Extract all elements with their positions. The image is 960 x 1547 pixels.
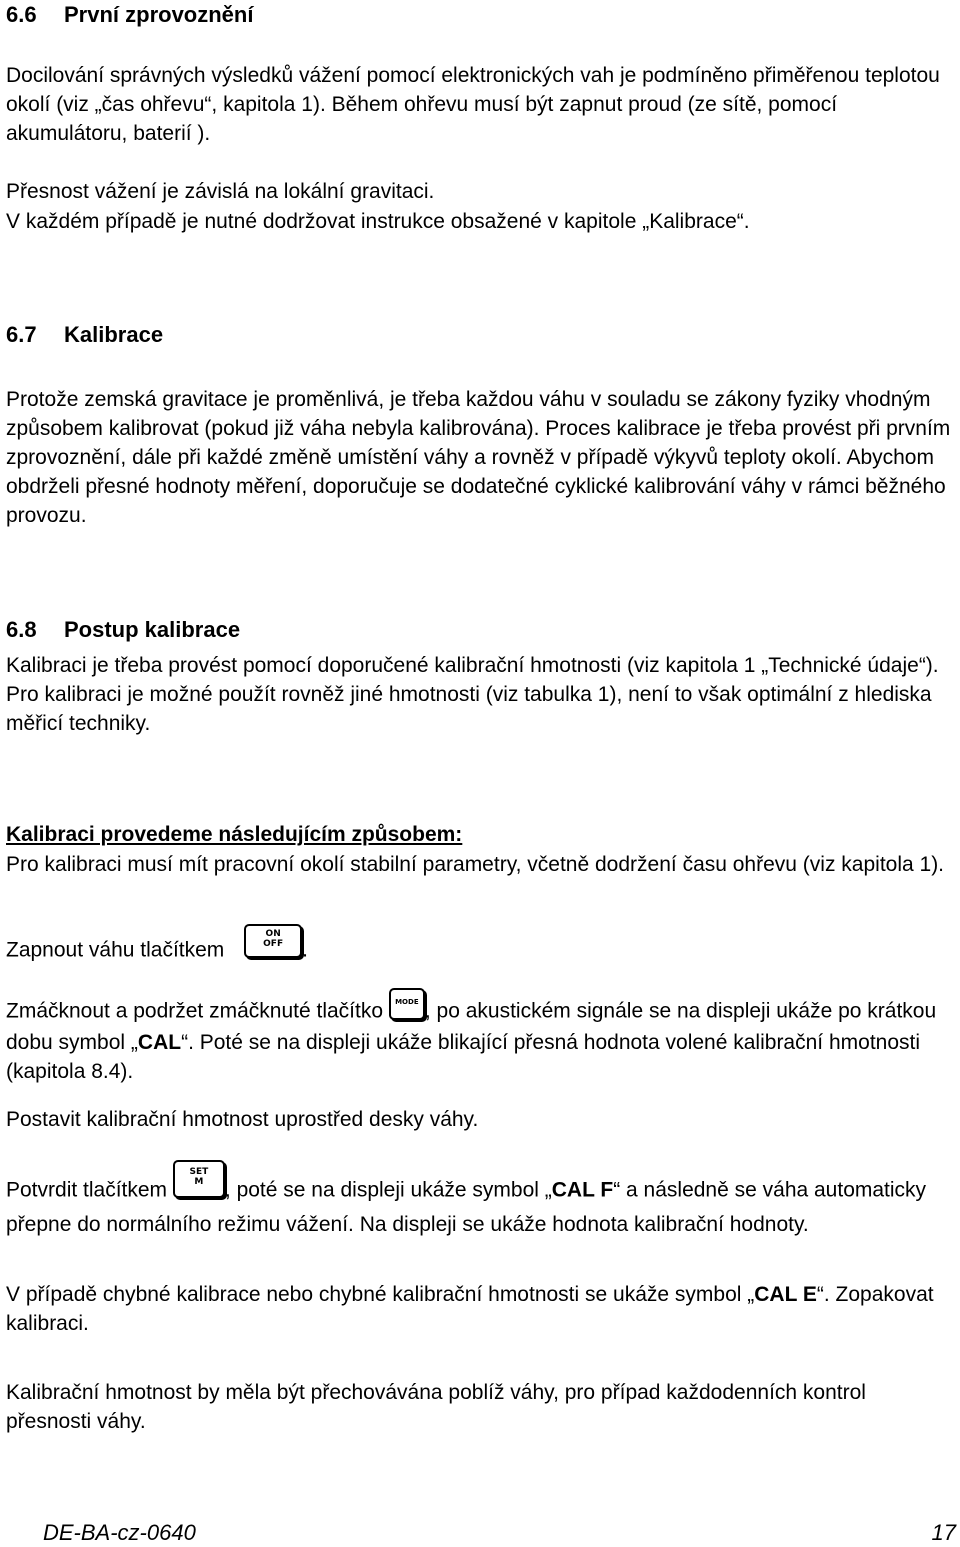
key-label: OFF [263,939,284,949]
section-number: 6.6 [6,2,37,27]
display-symbol: CAL F [551,1178,614,1202]
step-text: , po akustickém signále se na displeji ukáže po krátkou dobu symbol „ [6,999,937,1054]
key-label: M [194,1177,204,1187]
step-text: . [302,938,308,962]
display-symbol: CAL [137,1031,182,1054]
display-symbol: CAL E [754,1283,817,1306]
step-text: Zmáčknout a podržet zmáčknuté tlačítko [6,999,384,1023]
step-text: Potvrdit tlačítkem [6,1178,168,1202]
paragraph-warmup: Docilování správných výsledků vážení pomocí elektronických vah je podmíněno přiměřenou teplotou okolí (viz „čas ohřevu“, kapitola 1). Během ohřevu musí být zapnut proud (ze sítě, pomocí akumulátoru, baterií ). [6,64,940,145]
key-label: SET [189,1167,209,1177]
paragraph-gravity: Přesnost vážení je závislá na lokální gravitaci. [6,180,435,203]
step-confirm [6,1167,956,1239]
step-place-weight: Postavit kalibrační hmotnost uprostřed desky váhy. [6,1108,479,1131]
paragraph-instructions: V každém případě je nutné dodržovat instrukce obsažené v kapitole „Kalibrace“. [6,210,750,233]
step-text: V případě chybné kalibrace nebo chybné kalibrační hmotnosti se ukáže symbol „ [6,1283,755,1306]
on-off-key-icon [244,924,302,958]
key-label: ON [265,929,281,939]
mode-key-icon [389,988,425,1020]
step-text: Zapnout váhu tlačítkem [6,938,225,962]
paragraph-error [6,1280,956,1338]
paragraph-storage: Kalibrační hmotnost by měla být přechovávána poblíž váhy, pro případ každodenních kontrol přesnosti váhy. [6,1381,866,1433]
step-power-on [6,929,956,968]
procedure-heading: Kalibraci provedeme následujícím způsobem: [6,823,463,846]
section-title: První zprovoznění [64,2,254,27]
set-key-icon [173,1160,225,1198]
section-heading-6-8 [6,615,240,644]
paragraph-calibration-intro: Protože zemská gravitace je proměnlivá, je třeba každou váhu v souladu se zákony fyziky vhodným způsobem kalibrovat (pokud již váha nebyla kalibrována). Proces kalibrace je třeba provést při prvním zprovoznění, dále při každé změně umístění váhy a rovněž v případě výkyvů teploty okolí. Abychom obdrželi přesné hodnoty měření, doporučuje se dodatečné cyklické kalibrování váhy v rámci běžného provozu. [6,388,951,527]
page-number: 17 [931,1520,956,1545]
section-title: Postup kalibrace [64,617,241,642]
step-text: “. Poté se na displeji ukáže blikající přesná hodnota volené kalibrační hmotnosti (kapitola 8.4). [6,1031,921,1083]
section-heading-6-7 [6,320,163,349]
step-hold-mode [6,996,956,1086]
step-text: “ a následně se váha automaticky přepne do normálního režimu vážení. Na displeji se ukáže hodnota kalibrační hodnoty. [6,1178,927,1236]
key-label: MODE [395,998,419,1006]
step-text: , poté se na displeji ukáže symbol „ [224,1178,552,1202]
document-id: DE-BA-cz-0640 [43,1520,196,1545]
section-number: 6.7 [6,322,37,347]
procedure-intro: Pro kalibraci musí mít pracovní okolí stabilní parametry, včetně dodržení času ohřevu (viz kapitola 1). [6,853,945,876]
paragraph-calibration-weight: Kalibraci je třeba provést pomocí doporučené kalibrační hmotnosti (viz kapitola 1 „Technické údaje“). Pro kalibraci je možné použít rovněž jiné hmotnosti (viz tabulka 1), není to však optimální z hlediska měřicí techniky. [6,654,939,735]
section-title: Kalibrace [64,322,164,347]
section-heading-6-6 [6,0,253,29]
step-text: “. Zopakovat kalibraci. [6,1283,934,1335]
section-number: 6.8 [6,617,37,642]
